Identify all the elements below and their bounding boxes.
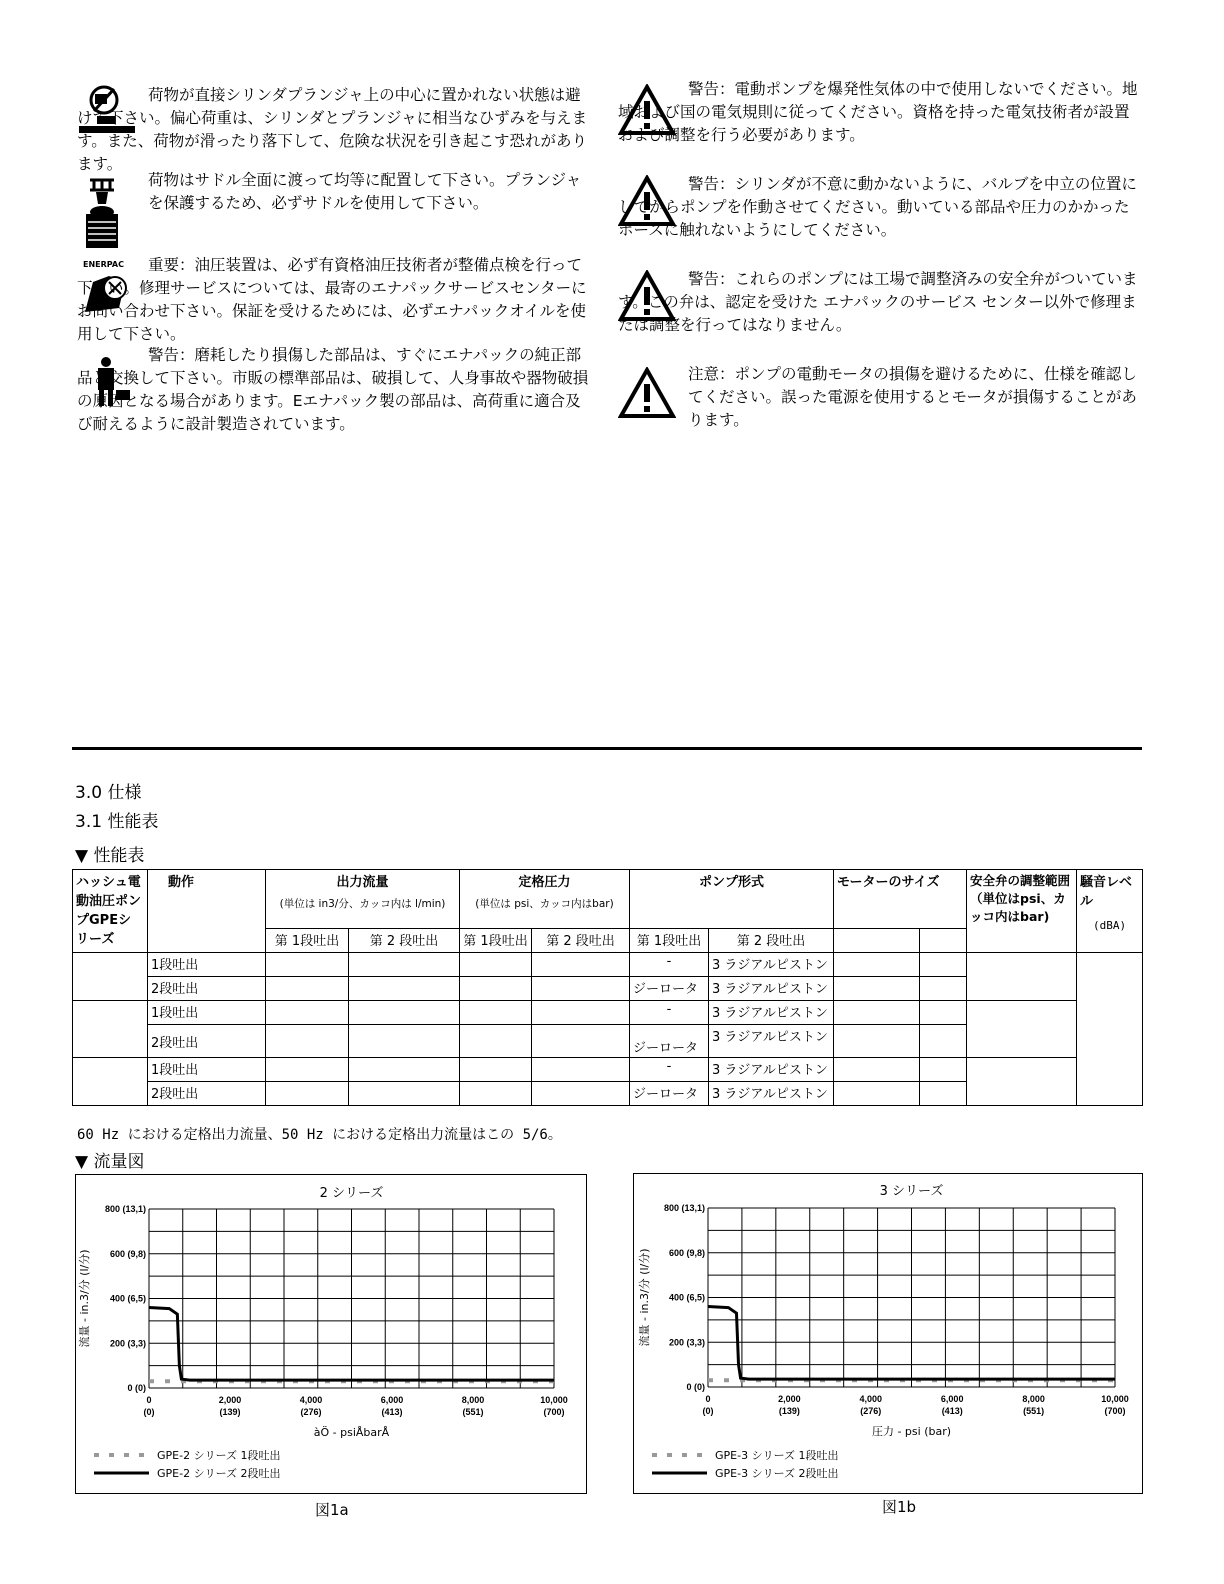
warning-relief-valve bbox=[618, 268, 1138, 363]
x-tick-label: 10,000 bbox=[1101, 1394, 1129, 1404]
action-cell: 1段吐出 bbox=[148, 953, 266, 977]
x-tick-label: 6,000 bbox=[940, 1394, 964, 1404]
header-series: ハッシュ電動油圧ポンプGPEシリーズ bbox=[73, 870, 148, 953]
pressure-stage1: 第 1段吐出 bbox=[460, 929, 532, 953]
section-heading-performance: 3.1 性能表 bbox=[75, 812, 159, 832]
warning-triangle-icon bbox=[618, 367, 676, 419]
x-tick-label: 2,000 bbox=[778, 1394, 801, 1404]
action-cell: 1段吐出 bbox=[148, 1001, 266, 1025]
pump1-cell: ジーロータ bbox=[630, 1025, 709, 1058]
x-tick-label-bar: (551) bbox=[1023, 1406, 1045, 1416]
chart-title: 3 シリーズ bbox=[879, 1184, 944, 1199]
legend-label-1: GPE-3 シリーズ 1段吐出 bbox=[715, 1449, 839, 1462]
x-tick-label: 10,000 bbox=[540, 1395, 568, 1405]
pump2-cell: 3 ラジアルピストン bbox=[709, 953, 834, 977]
performance-table bbox=[72, 869, 1143, 1106]
motor-cell-a bbox=[834, 929, 920, 953]
y-tick-label: 400 (6,5) bbox=[109, 1293, 146, 1304]
x-tick-label-bar: (276) bbox=[860, 1406, 882, 1416]
pump1-cell: - bbox=[630, 1001, 709, 1025]
x-tick-label: 4,000 bbox=[859, 1394, 883, 1404]
y-axis-label: 流量 - in.3/分 (l/分) bbox=[78, 1249, 91, 1348]
header-pressure bbox=[460, 870, 630, 929]
x-tick-label-bar: (0) bbox=[143, 1407, 155, 1417]
x-tick-label-bar: (0) bbox=[702, 1406, 714, 1416]
legend-label-2: GPE-2 シリーズ 2段吐出 bbox=[157, 1467, 281, 1480]
table-row bbox=[73, 1001, 1143, 1025]
x-tick-label: 4,000 bbox=[299, 1395, 323, 1405]
pump2-cell: 3 ラジアルピストン bbox=[709, 1025, 834, 1058]
header-flow-title: 出力流量 bbox=[336, 875, 389, 890]
pump2-cell: 3 ラジアルピストン bbox=[709, 1082, 834, 1106]
section-divider bbox=[72, 747, 1142, 750]
x-tick-label-bar: (413) bbox=[381, 1407, 403, 1417]
x-tick-label: 8,000 bbox=[461, 1395, 485, 1405]
y-tick-label: 600 (9,8) bbox=[109, 1248, 146, 1259]
y-tick-label: 600 (9,8) bbox=[668, 1247, 705, 1258]
x-tick-label-bar: (139) bbox=[219, 1407, 241, 1417]
chart-frame-3-series bbox=[633, 1173, 1143, 1494]
pump1-cell: - bbox=[630, 1058, 709, 1082]
note-load-centering-text: 荷物が直接シリンダプランジャ上の中心に置かれない状態は避けて下さい。偏心荷重は、シリンダとプランジャに相当なひずみを与えます。また、荷物が滑ったり落下して、危険な状況を引き起こす恐れがあります。 bbox=[77, 86, 588, 173]
series-cell bbox=[73, 1001, 148, 1058]
legend-label-1: GPE-2 シリーズ 1段吐出 bbox=[157, 1449, 281, 1462]
x-tick-label-bar: (139) bbox=[778, 1406, 800, 1416]
enerpac-logo: ENERPAC bbox=[83, 260, 124, 269]
flow-chart-2-series bbox=[76, 1175, 586, 1493]
y-tick-label: 800 (13,1) bbox=[663, 1203, 705, 1213]
header-pump-type: ポンプ形式 bbox=[630, 870, 834, 929]
pump1-cell: ジーロータ bbox=[630, 1082, 709, 1106]
header-pressure-unit: (単位は psi、カッコ内はbar) bbox=[475, 898, 614, 910]
x-tick-label-bar: (276) bbox=[300, 1407, 322, 1417]
header-flow bbox=[266, 870, 460, 929]
warning-valve-text: 警告：シリンダが不意に動かないように、バルブを中立の位置にしてからポンプを作動させてください。動いている部品や圧力のかかったホースに触れないようにしてください。 bbox=[618, 175, 1137, 239]
header-pressure-title: 定格圧力 bbox=[518, 875, 571, 890]
legend-label-2: GPE-3 シリーズ 2段吐出 bbox=[715, 1467, 839, 1480]
note-saddle-text: 荷物はサドル全面に渡って均等に配置して下さい。プランジャを保護するため、必ずサドルを使用して下さい。 bbox=[148, 171, 582, 212]
y-tick-label: 0 (0) bbox=[127, 1383, 146, 1393]
table-title: ▼ 性能表 bbox=[75, 846, 145, 866]
pump-stage2: 第 2 段吐出 bbox=[709, 929, 834, 953]
flow-chart-3-series bbox=[634, 1174, 1142, 1493]
action-cell: 2段吐出 bbox=[148, 977, 266, 1001]
table-row bbox=[73, 953, 1143, 977]
saddle-icon bbox=[82, 178, 122, 252]
pump2-cell: 3 ラジアルピストン bbox=[709, 1058, 834, 1082]
header-relief-range: 安全弁の調整範囲（単位はpsi、カッコ内はbar) bbox=[967, 870, 1077, 953]
table-row bbox=[73, 1058, 1143, 1082]
caution-motor-text: 注意：ポンプの電動モータの損傷を避けるために、仕様を確認してください。誤った電源を使用するとモータが損傷することがあります。 bbox=[688, 365, 1137, 429]
y-tick-label: 400 (6,5) bbox=[668, 1292, 705, 1303]
y-tick-label: 200 (3,3) bbox=[109, 1338, 146, 1349]
x-tick-label: 6,000 bbox=[380, 1395, 404, 1405]
figure-caption-1b: 図1b bbox=[882, 1498, 917, 1516]
x-axis-label: 圧力 - psi (bar) bbox=[871, 1425, 952, 1438]
header-motor-size: モーターのサイズ bbox=[834, 870, 967, 929]
pump1-cell: - bbox=[630, 953, 709, 977]
header-noise bbox=[1077, 870, 1143, 953]
x-tick-label: 0 bbox=[146, 1395, 152, 1405]
action-cell: 2段吐出 bbox=[148, 1025, 266, 1058]
table-footnote: 60 Hz における定格出力流量、50 Hz における定格出力流量はこの 5/6。 bbox=[77, 1127, 562, 1143]
figure-caption-1a: 図1a bbox=[315, 1501, 349, 1519]
pump2-cell: 3 ラジアルピストン bbox=[709, 1001, 834, 1025]
pressure-stage2: 第 2 段吐出 bbox=[532, 929, 630, 953]
x-axis-label: àÖ - psiÅbarÅ bbox=[313, 1426, 390, 1439]
x-tick-label: 8,000 bbox=[1022, 1394, 1045, 1404]
x-tick-label-bar: (700) bbox=[543, 1407, 565, 1417]
chart-frame-2-series bbox=[75, 1174, 587, 1494]
notes-right bbox=[618, 78, 1138, 429]
x-tick-label: 2,000 bbox=[218, 1395, 242, 1405]
pump2-cell: 3 ラジアルピストン bbox=[709, 977, 834, 1001]
warning-valve bbox=[618, 173, 1138, 268]
notes-left bbox=[77, 84, 592, 433]
warning-explosive-text: 警告：電動ポンプを爆発性気体の中で使用しないでください。地域および国の電気規則に従ってください。資格を持った電気技術者が設置および調整を行う必要があります。 bbox=[618, 80, 1138, 144]
x-tick-label-bar: (551) bbox=[462, 1407, 484, 1417]
header-flow-unit: (単位は in3/分、カッコ内は l/min) bbox=[279, 898, 446, 910]
pump-stage1: 第 1段吐出 bbox=[630, 929, 709, 953]
pump1-cell: ジーロータ bbox=[630, 977, 709, 1001]
x-tick-label-bar: (700) bbox=[1104, 1406, 1126, 1416]
action-cell: 1段吐出 bbox=[148, 1058, 266, 1082]
y-tick-label: 200 (3,3) bbox=[668, 1337, 705, 1348]
flow-stage1: 第 1段吐出 bbox=[266, 929, 349, 953]
section-heading-specs: 3.0 仕様 bbox=[75, 783, 142, 803]
action-cell: 2段吐出 bbox=[148, 1082, 266, 1106]
motor-cell-b bbox=[920, 929, 967, 953]
series-cell bbox=[73, 1058, 148, 1106]
y-tick-label: 800 (13,1) bbox=[104, 1204, 146, 1214]
header-action: 動作 bbox=[148, 870, 266, 953]
note-worker-text: 警告：磨耗したり損傷した部品は、すぐにエナパックの純正部品と交換して下さい。市販の標準部品は、破損して、人身事故や器物破損の原因となる場合があります。Eエナパック製の部品は、高荷重に適合及び耐えるように設計製造されています。 bbox=[77, 346, 589, 433]
chart-title: 2 シリーズ bbox=[319, 1186, 384, 1201]
header-noise-title: 騒音レベル bbox=[1080, 875, 1133, 909]
warning-relief-valve-text: 警告：これらのポンプには工場で調整済みの安全弁がついています。この弁は、認定を受けた エナパックのサービス センター以外で修理または調整を行ってはなりません。 bbox=[618, 270, 1138, 334]
warning-explosive bbox=[618, 78, 1138, 173]
flow-stage2: 第 2 段吐出 bbox=[349, 929, 460, 953]
x-tick-label: 0 bbox=[705, 1394, 711, 1404]
series-cell bbox=[73, 953, 148, 1001]
note-enerpac-service-text: 重要：油圧装置は、必ず有資格油圧技術者が整備点検を行って下さい。修理サービスについては、最寄のエナパックサービスセンターにお問い合わせ下さい。保証を受けるためには、必ずエナパックオイルを使用して下さい。 bbox=[77, 256, 587, 343]
y-axis-label: 流量 - in.3/分 (l/分) bbox=[638, 1248, 651, 1347]
header-noise-unit: (dBA) bbox=[1092, 919, 1127, 932]
x-tick-label-bar: (413) bbox=[941, 1406, 963, 1416]
y-tick-label: 0 (0) bbox=[686, 1382, 705, 1392]
note-load-centering bbox=[77, 84, 592, 176]
chart-section-title: ▼ 流量図 bbox=[75, 1152, 145, 1172]
